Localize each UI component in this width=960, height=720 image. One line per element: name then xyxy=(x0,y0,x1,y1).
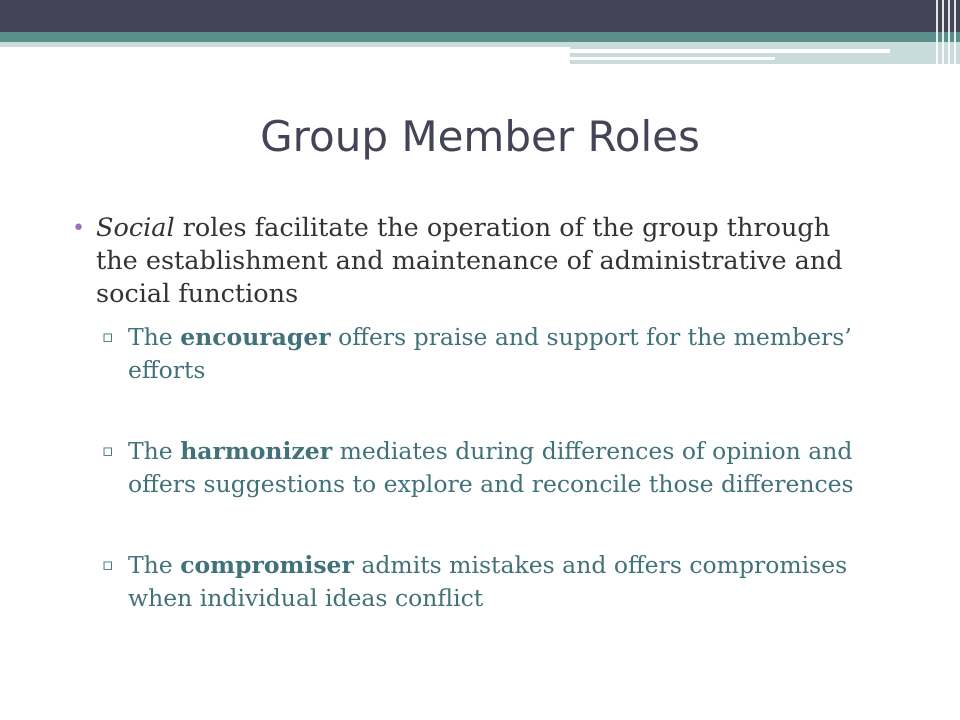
sub-bullet-prefix: The xyxy=(128,551,181,579)
sub-bullet-encourager xyxy=(72,321,872,387)
slide-content xyxy=(72,212,872,615)
sub-bullet-prefix: The xyxy=(128,437,181,465)
sub-bullet-text: offers praise and support for the members’ efforts xyxy=(128,323,852,384)
header-bar xyxy=(0,0,960,32)
square-bullet-icon: ▫ xyxy=(102,327,114,347)
header-light-band-right xyxy=(570,42,960,64)
square-bullet-icon: ▫ xyxy=(102,555,114,575)
sub-bullet-text: mediates during differences of opinion and offers suggestions to explore and reconcile those differences xyxy=(128,437,854,498)
square-bullet-icon: ▫ xyxy=(102,441,114,461)
sub-bullet-keyword: compromiser xyxy=(180,551,354,579)
main-bullet-emphasis: Social xyxy=(96,213,175,243)
sub-bullet-keyword: encourager xyxy=(180,323,331,351)
main-bullet xyxy=(72,212,872,311)
sub-bullet-prefix: The xyxy=(128,323,181,351)
sub-bullet-harmonizer xyxy=(72,435,872,501)
sub-bullet-keyword: harmonizer xyxy=(180,437,333,465)
header-accent-band xyxy=(0,32,960,42)
header-stripe-short xyxy=(570,57,775,60)
header-stripe xyxy=(570,49,890,53)
slide-title: Group Member Roles xyxy=(260,112,700,161)
main-bullet-text: roles facilitate the operation of the group through the establishment and maintenance of administrative and social functions xyxy=(96,213,843,309)
header-light-band xyxy=(0,42,570,47)
header-edge-lines xyxy=(930,0,960,64)
sub-bullet-compromiser xyxy=(72,549,872,615)
bullet-dot-icon: • xyxy=(72,216,85,241)
sub-bullet-text: admits mistakes and offers compromises when individual ideas conflict xyxy=(128,551,848,612)
